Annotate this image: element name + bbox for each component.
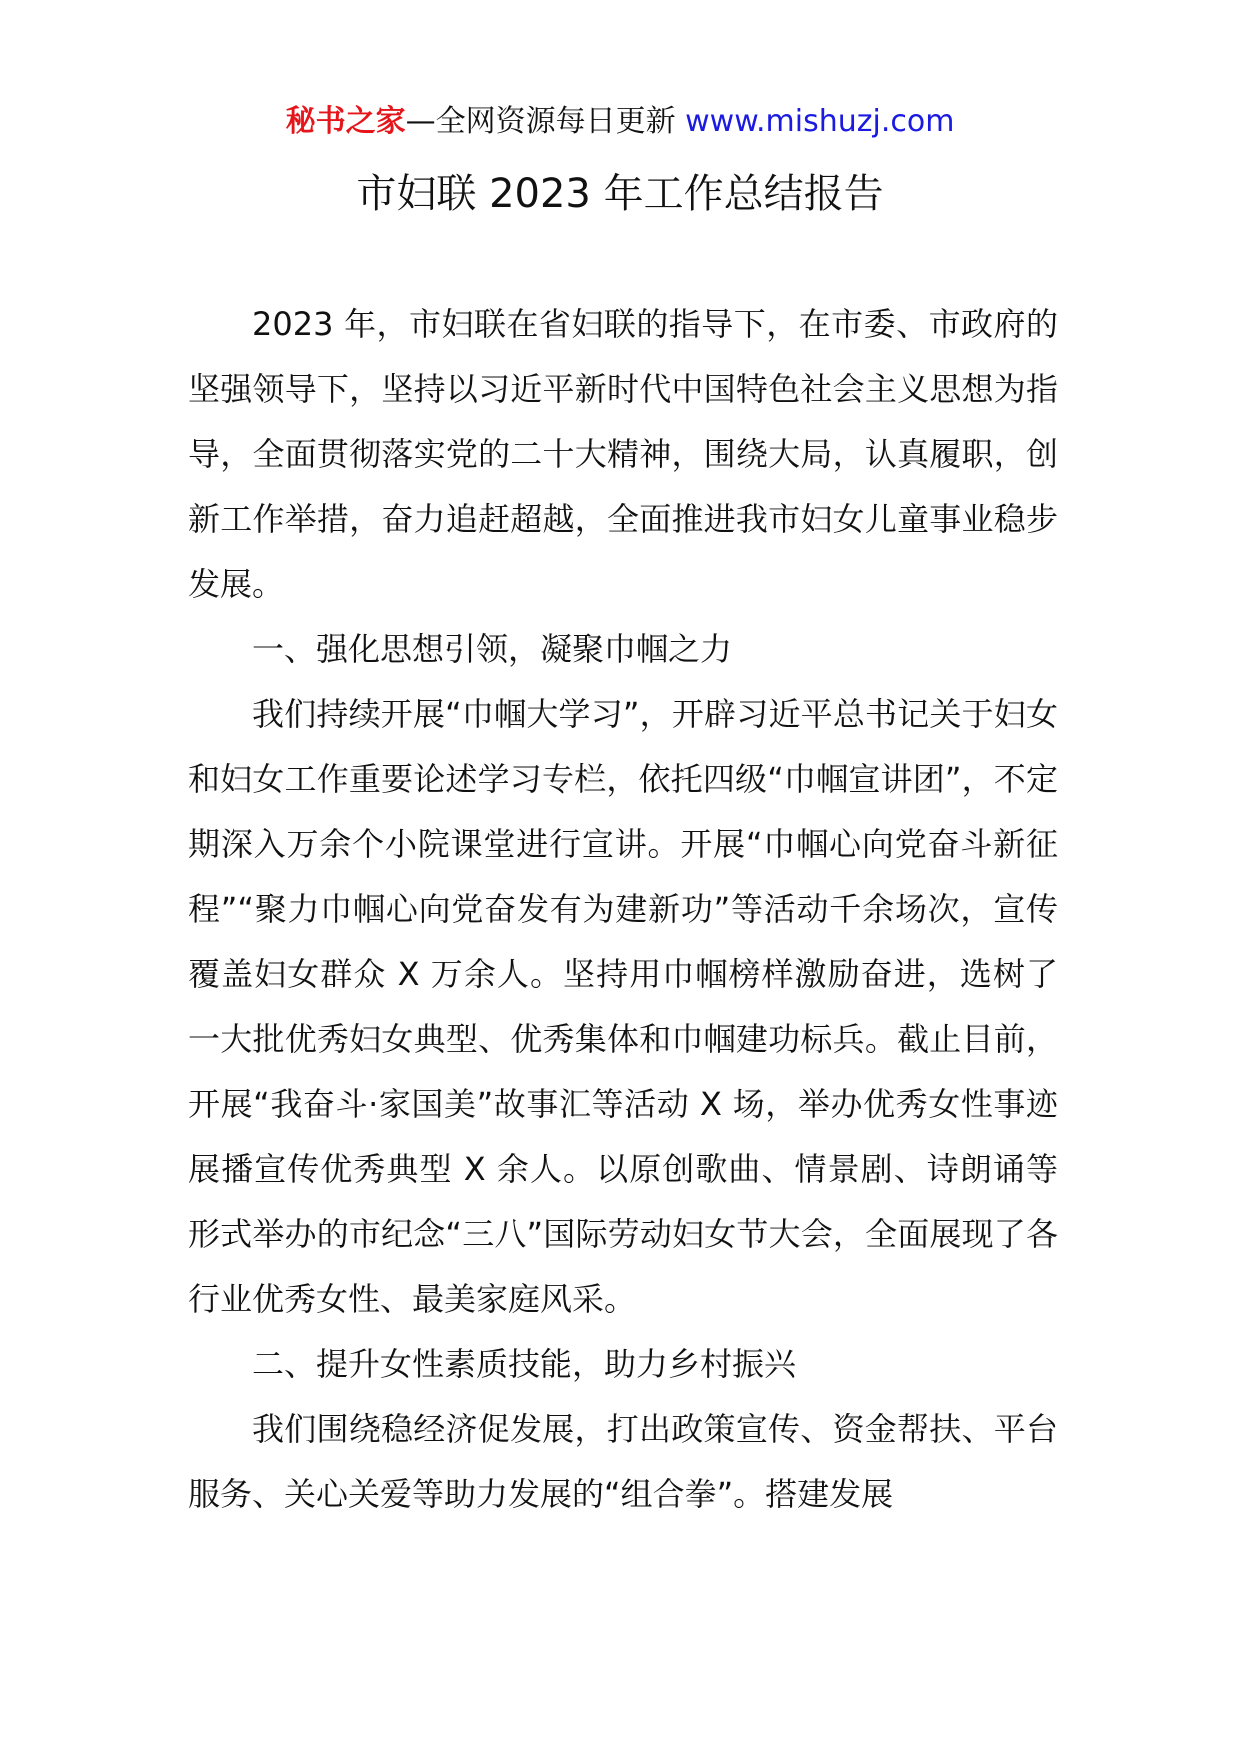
section-heading-1: 一、强化思想引领，凝聚巾帼之力 [252,630,733,668]
site-banner [0,100,1240,144]
intro-paragraph: 2023 年，市妇联在省妇联的指导下，在市委、市政府的坚强领导下，坚持以习近平新时代中国特色社会主义思想为指导，全面贯彻落实党的二十大精神，围绕大局，认真履职，创新工作举措，奋力追赶超越，全面推进我市妇女儿童事业稳步发展。 [188,305,1058,603]
banner-slogan: —全网资源每日更新 [405,104,686,139]
section-heading-2: 二、提升女性素质技能，助力乡村振兴 [252,1345,797,1383]
brand-name: 秘书之家 [285,104,406,139]
website-link[interactable]: www.mishuzj.com [685,104,955,139]
section-1-paragraph: 我们持续开展“巾帼大学习”，开辟习近平总书记关于妇女和妇女工作重要论述学习专栏，依托四级“巾帼宣讲团”，不定期深入万余个小院课堂进行宣讲。开展“巾帼心向党奋斗新征程”“聚力巾帼心向党奋发有为建新功”等活动千余场次，宣传覆盖妇女群众 X 万余人。坚持用巾帼榜样激励奋进，选树了一大批优秀妇女典型、优秀集体和巾帼建功标兵。截止目前，开展“我奋斗·家国美”故事汇等活动 X 场，举办优秀女性事迹展播宣传优秀典型 X 余人。以原创歌曲、情景剧、诗朗诵等形式举办的市纪念“三八”国际劳动妇女节大会，全面展现了各行业优秀女性、最美家庭风采。 [188,695,1058,1318]
section-2-paragraph: 我们围绕稳经济促发展，打出政策宣传、资金帮扶、平台服务、关心关爱等助力发展的“组合拳”。搭建发展 [188,1410,1058,1513]
document-title: 市妇联 2023 年工作总结报告 [356,171,884,217]
document-body [188,292,1058,1527]
